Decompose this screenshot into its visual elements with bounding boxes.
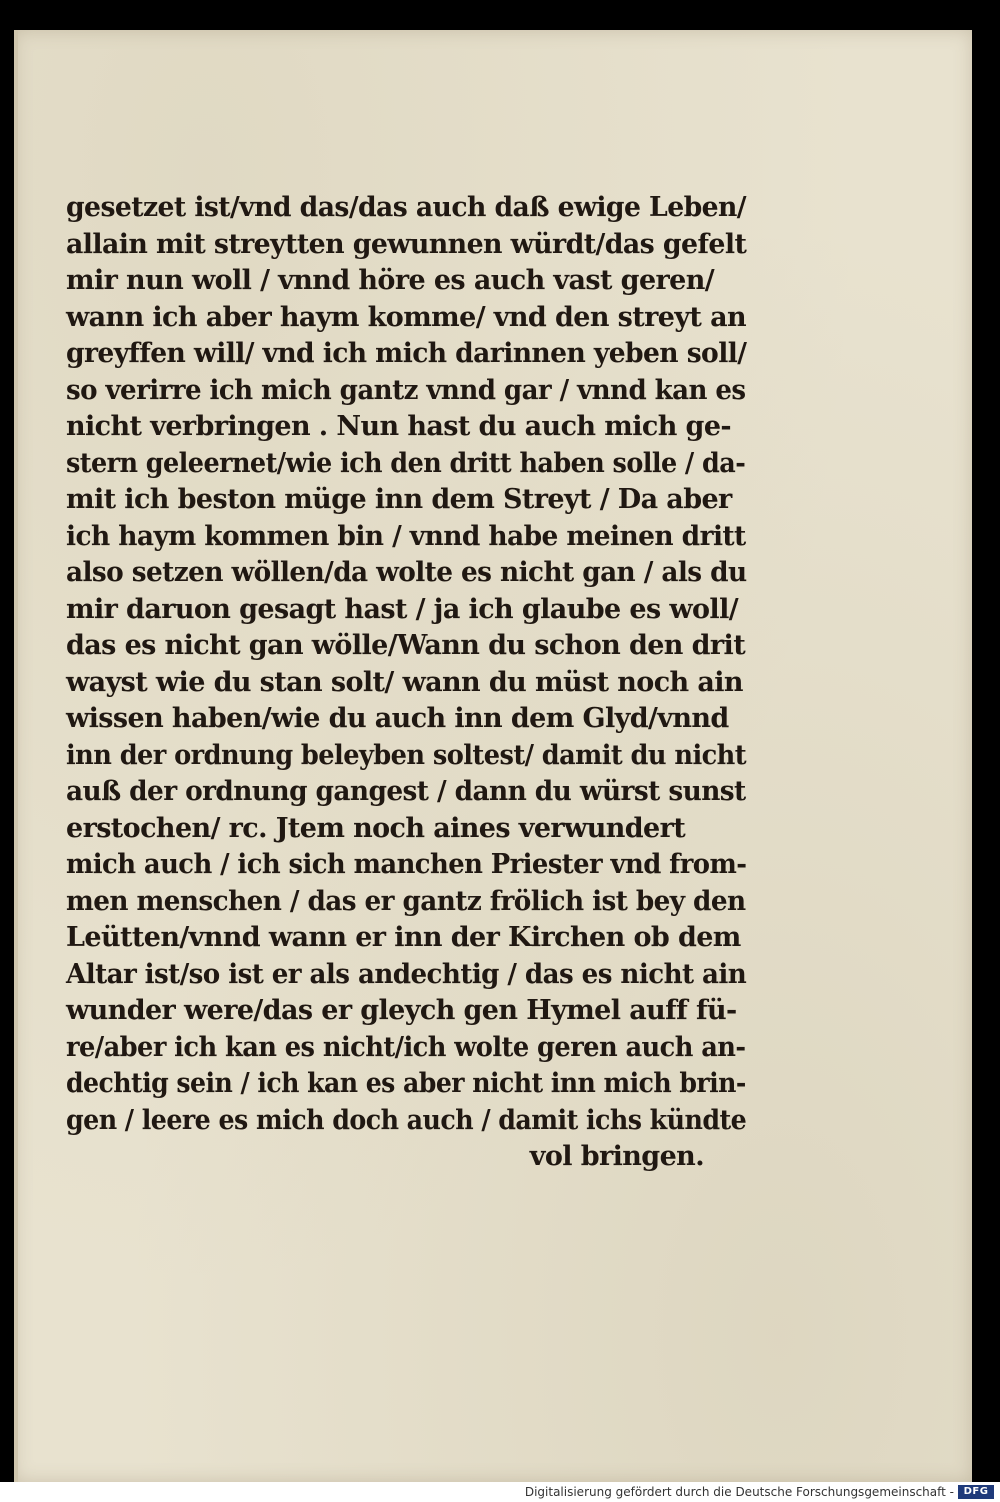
text-line: mir nun woll / vnnd höre es auch vast geren/ xyxy=(66,265,715,296)
text-line: wunder were/das er gleych gen Hymel auff fü- xyxy=(66,995,737,1026)
text-line: wayst wie du stan solt/ wann du müst noch ain xyxy=(66,666,743,698)
text-line: greyffen will/ vnd ich mich darinnen yeben soll/ xyxy=(66,338,747,369)
text-line: mich auch / ich sich manchen Priester vnd from- xyxy=(66,849,747,880)
book-page xyxy=(14,30,972,1482)
text-line: wann ich aber haym komme/ vnd den streyt an xyxy=(66,301,747,333)
text-line: stern geleernet/wie ich den dritt haben solle / da- xyxy=(66,447,746,479)
text-line: mit ich beston müge inn dem Streyt / Da aber xyxy=(66,484,732,515)
page-text-block xyxy=(66,190,746,1176)
text-line: nicht verbringen . Nun hast du auch mich ge- xyxy=(66,411,732,442)
digitization-footer xyxy=(0,1482,1000,1502)
text-line: auß der ordnung gangest / dann du würst sunst xyxy=(66,776,746,807)
text-line: Leütten/vnnd wann er inn der Kirchen ob dem xyxy=(66,922,741,953)
text-line: allain mit streytten gewunnen würdt/das gefelt xyxy=(66,228,747,260)
page-edge xyxy=(14,30,18,1482)
text-line: also setzen wöllen/da wolte es nicht gan / als du xyxy=(66,557,747,588)
text-line: men menschen / das er gantz frölich ist bey den xyxy=(66,885,746,917)
text-line: so verirre ich mich gantz vnnd gar / vnnd kan es xyxy=(66,374,746,406)
text-line: Altar ist/so ist er als andechtig / das es nicht ain xyxy=(66,958,747,990)
text-line: mir daruon gesagt hast / ja ich glaube es woll/ xyxy=(66,593,738,625)
text-line: wissen haben/wie du auch inn dem Glyd/vnnd xyxy=(66,703,729,734)
text-line: re/aber ich kan es nicht/ich wolte geren auch an- xyxy=(66,1031,746,1063)
dfg-logo: DFG xyxy=(958,1485,994,1499)
text-line: das es nicht gan wölle/Wann du schon den drit xyxy=(66,630,746,661)
text-line: ich haym kommen bin / vnnd habe meinen dritt xyxy=(66,520,746,552)
text-line: gen / leere es mich doch auch / damit ichs kündte xyxy=(66,1104,747,1136)
text-line: erstochen/ rc. Jtem noch aines verwundert xyxy=(66,812,686,844)
text-line: inn der ordnung beleyben soltest/ damit du nicht xyxy=(66,739,747,771)
funding-credit: Digitalisierung gefördert durch die Deutsche Forschungsgemeinschaft - xyxy=(524,1485,954,1499)
text-line: gesetzet ist/vnd das/das auch daß ewige Leben/ xyxy=(66,192,746,223)
text-line: dechtig sein / ich kan es aber nicht inn mich brin- xyxy=(66,1068,746,1099)
text-line-final: vol bringen. xyxy=(529,1141,704,1172)
